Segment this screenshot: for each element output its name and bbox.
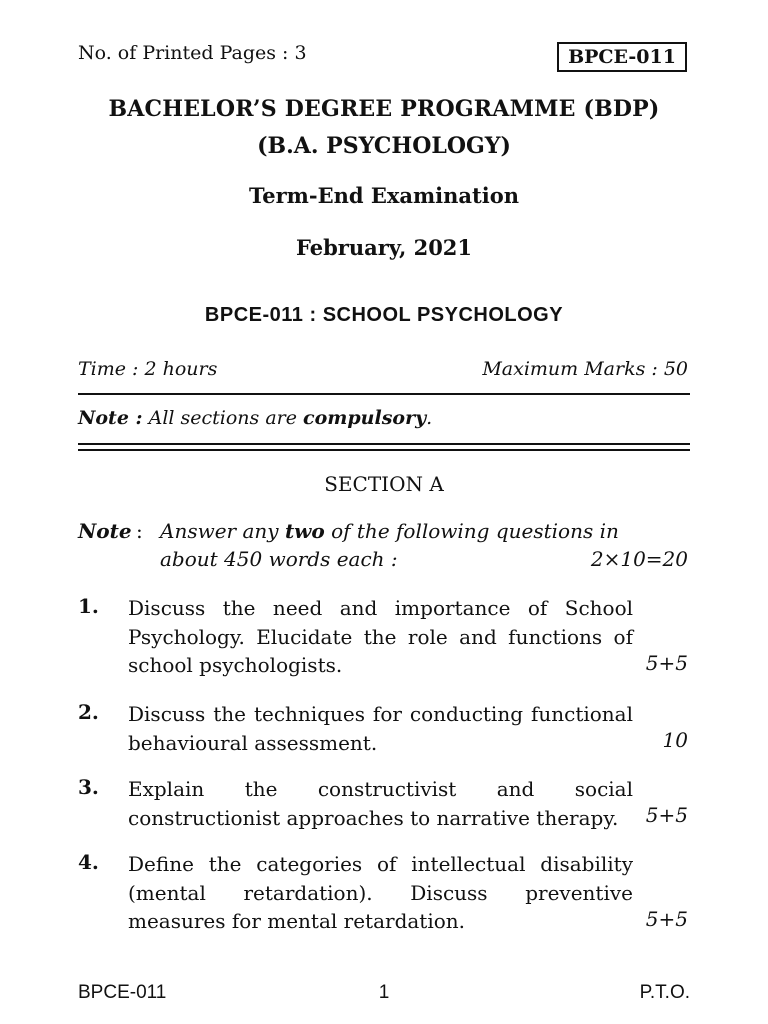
question-line: school psychologists.	[128, 653, 343, 677]
general-note-text: All sections are	[148, 407, 297, 429]
question-text	[128, 700, 633, 757]
question-line: Explain the constructivist and social	[128, 777, 633, 801]
course-title: BPCE-011 : SCHOOL PSYCHOLOGY	[204, 304, 564, 326]
footer-course-code: BPCE-011	[78, 982, 167, 1003]
section-note-text-after: of the following questions in	[331, 519, 619, 543]
question-number: 2.	[78, 700, 99, 724]
question-text	[128, 775, 633, 832]
question-marks: 5+5	[645, 651, 688, 675]
question-line: behavioural assessment.	[128, 730, 378, 755]
divider-double-upper	[78, 443, 690, 445]
question-line: constructionist approaches to narrative therapy.	[128, 805, 619, 830]
general-note-label: Note :	[78, 407, 143, 429]
exam-type: Term-End Examination	[248, 183, 519, 208]
subprogramme-title: (B.A. PSYCHOLOGY)	[257, 133, 511, 159]
section-note-emphasis: two	[284, 519, 325, 543]
divider-double-lower	[78, 449, 690, 451]
question-text	[128, 594, 633, 680]
maximum-marks: Maximum Marks : 50	[482, 358, 688, 380]
question-marks: 5+5	[645, 803, 688, 827]
section-note-line-1	[160, 519, 619, 543]
question-line: Discuss the need and importance of School	[128, 596, 633, 620]
course-code-box: BPCE-011	[557, 42, 687, 72]
section-note-text-before: Answer any	[160, 519, 279, 543]
divider-top	[78, 393, 690, 395]
question-line: Discuss the techniques for conducting functional	[128, 702, 633, 726]
printed-pages-count: No. of Printed Pages : 3	[78, 42, 307, 64]
general-note-end: .	[426, 407, 433, 429]
question-marks: 5+5	[645, 907, 688, 931]
exam-duration: Time : 2 hours	[78, 358, 218, 380]
question-line: Psychology. Elucidate the role and functions of	[128, 624, 633, 649]
section-note-marks: 2×10=20	[590, 547, 688, 571]
question-text	[128, 850, 633, 936]
footer-page-number: 1	[378, 982, 390, 1003]
question-number: 1.	[78, 594, 99, 618]
exam-date: February, 2021	[295, 235, 473, 260]
footer-please-turn-over: P.T.O.	[639, 982, 690, 1003]
question-line: Define the categories of intellectual disability	[128, 852, 633, 876]
section-a-title: SECTION A	[324, 472, 444, 496]
section-note-label: Note	[78, 519, 132, 543]
programme-title: BACHELOR’S DEGREE PROGRAMME (BDP)	[108, 96, 660, 122]
question-number: 3.	[78, 775, 99, 799]
question-marks: 10	[662, 728, 688, 752]
question-line: (mental retardation). Discuss preventive	[128, 880, 633, 905]
general-note-emphasis: compulsory	[303, 407, 427, 429]
section-note-colon: :	[136, 519, 143, 543]
section-note-line-2: about 450 words each :	[160, 547, 398, 571]
question-number: 4.	[78, 850, 99, 874]
question-line: measures for mental retardation.	[128, 909, 466, 933]
general-note	[78, 407, 432, 429]
